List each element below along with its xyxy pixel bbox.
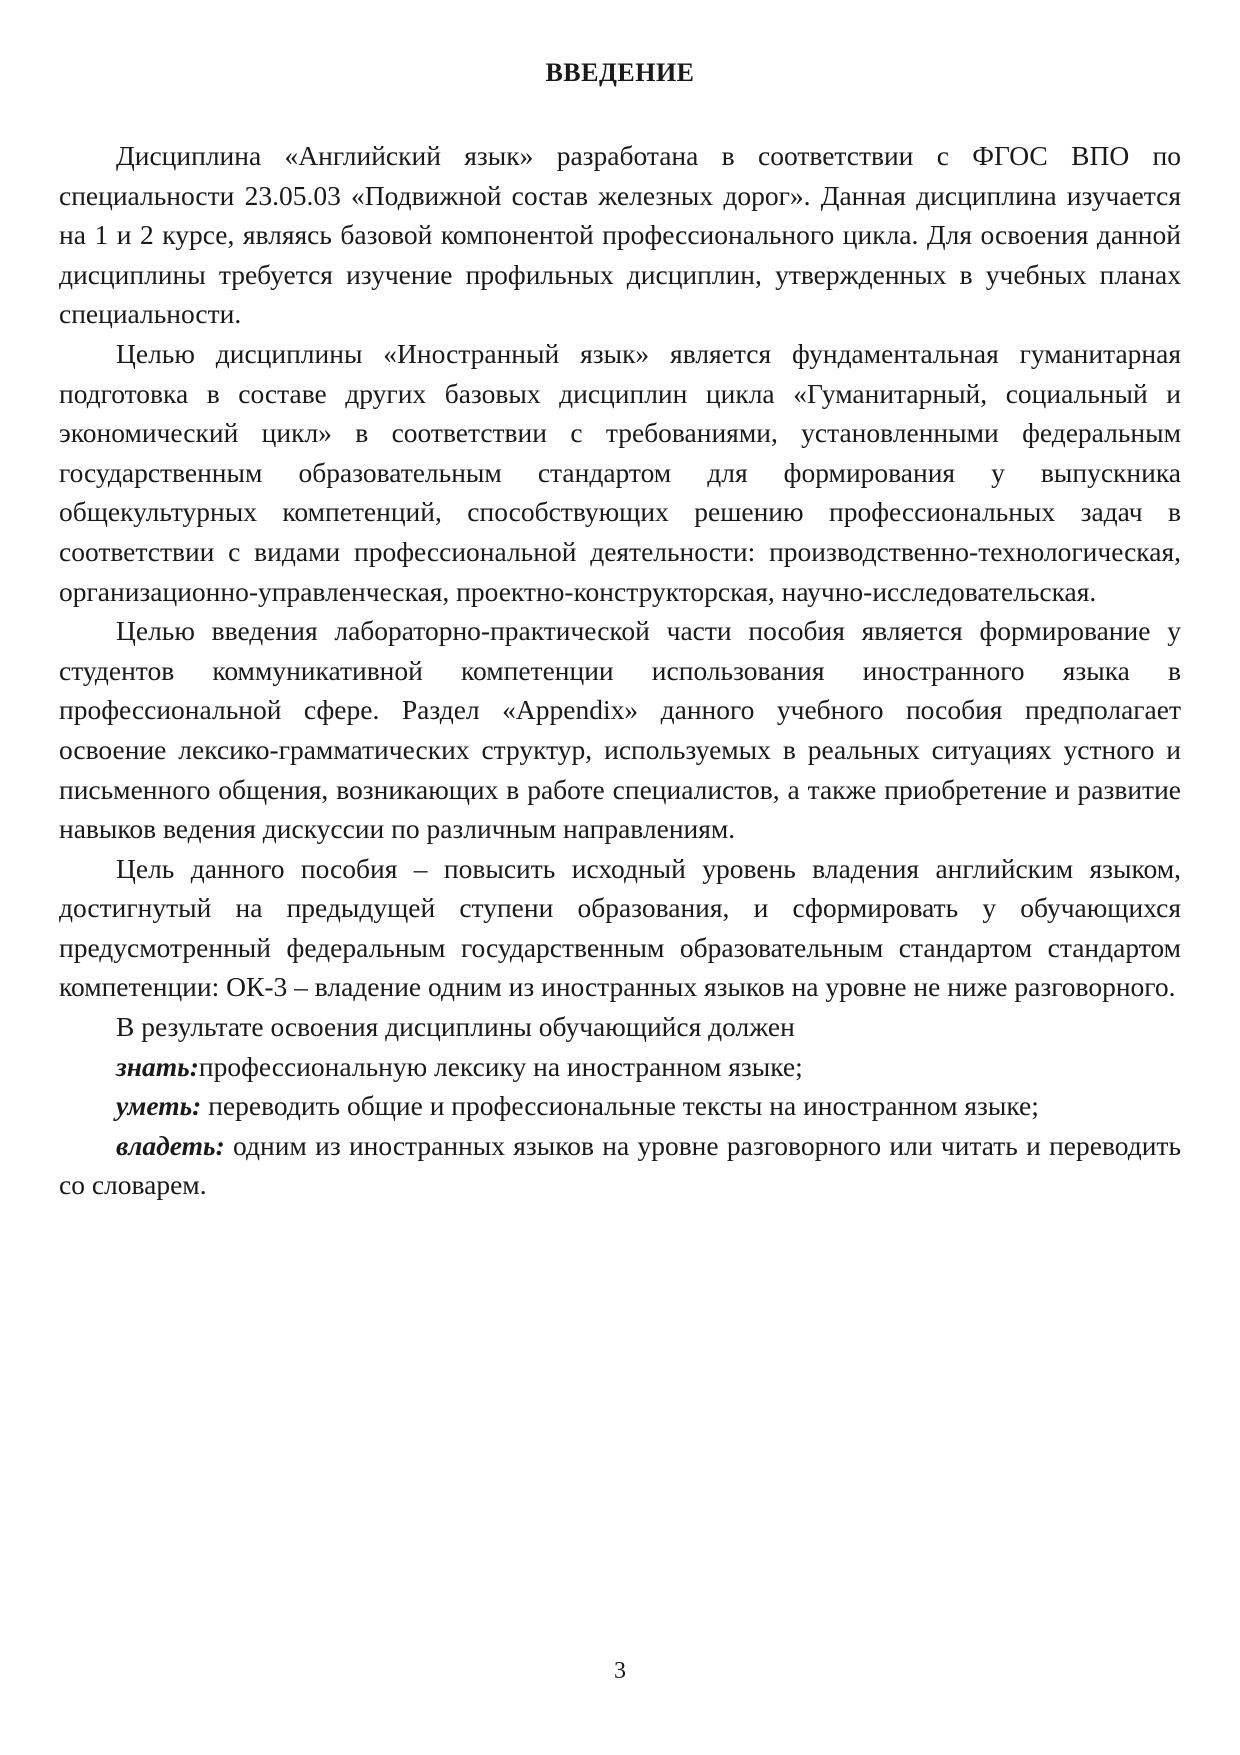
outcome-master: [59, 1126, 1181, 1205]
outcome-can-term: уметь:: [116, 1090, 202, 1122]
outcome-know: [59, 1047, 1181, 1087]
paragraph-discipline-overview: Дисциплина «Английский язык» разработана в соответствии с ФГОС ВПО по специальности 23.05.03 «Подвижной состав железных дорог». Данная дисциплина изучается на 1 и 2 курсе, являясь базовой компонентой профессионального цикла. Для освоения данной дисциплины требуется изучение профильных дисциплин, утвержденных в учебных планах специальности.: [59, 140, 1181, 330]
paragraph-discipline-goal: Целью дисциплины «Иностранный язык» является фундаментальная гуманитарная подготовка в составе других базовых дисциплин цикла «Гуманитарный, социальный и экономический цикл» в соответствии с требованиями, установленными федеральным государственным образовательным стандартом для формирования у выпускника общекультурных компетенций, способствующих решению профессиональных задач в соответствии с видами профессиональной деятельности: производственно-технологическая, организационно-управленческая, проектно-конструкторская, научно-исследовательская.: [59, 337, 1181, 607]
outcome-can: [59, 1086, 1181, 1126]
body-text: [59, 136, 1181, 1205]
outcome-master-term: владеть:: [116, 1129, 225, 1161]
page-title: ВВЕДЕНИЕ: [545, 58, 695, 87]
outcome-can-text: переводить общие и профессиональные тексты на иностранном языке;: [201, 1090, 1039, 1122]
outcome-know-text: профессиональную лексику на иностранном языке;: [198, 1050, 803, 1082]
outcome-know-term: знать:: [116, 1050, 199, 1082]
paragraph-result-intro: В результате освоения дисциплины обучающийся должен: [116, 1011, 795, 1043]
paragraph-lab-practice-goal: Целью введения лабораторно-практической части пособия является формирование у студентов коммуникативной компетенции использования иностранного языка в профессиональной сфере. Раздел «Appendix» данного учебного пособия предполагает освоение лексико-грамматических структур, используемых в реальных ситуациях устного и письменного общения, возникающих в работе специалистов, а также приобретение и развитие навыков ведения дискуссии по различным направлениям.: [59, 615, 1181, 845]
outcome-master-text: одним из иностранных языков на уровне разговорного или читать и переводить со словарем.: [59, 1129, 1181, 1201]
paragraph-manual-goal: Цель данного пособия – повысить исходный уровень владения английским языком, достигнутый на предыдущей ступени образования, и сформировать у обучающихся предусмотренный федеральным государственным образовательным стандартом стандартом компетенции: ОК-3 – владение одним из иностранных языков на уровне не ниже разговорного.: [59, 852, 1181, 1003]
page-number: 3: [614, 1658, 626, 1684]
